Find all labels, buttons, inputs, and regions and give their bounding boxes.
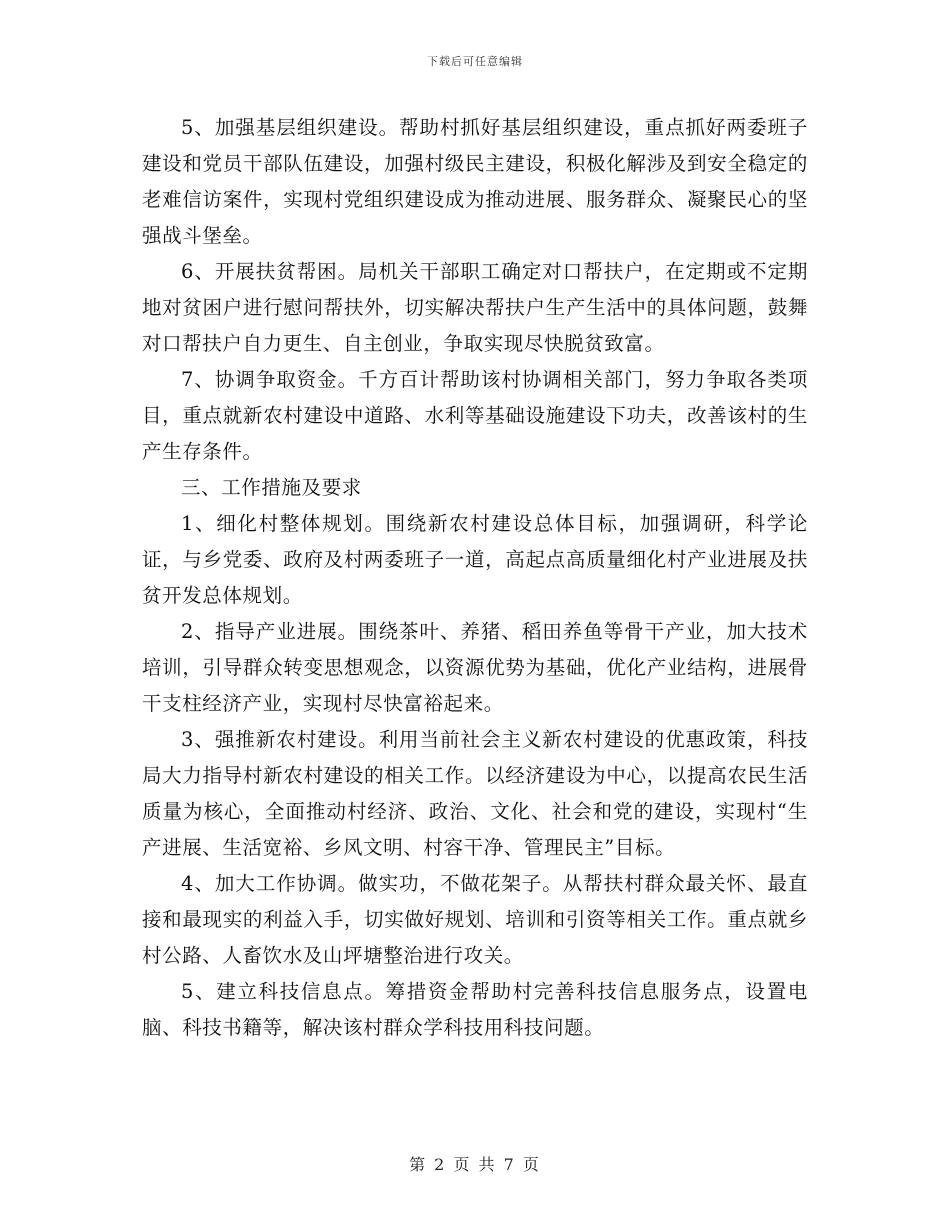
paragraph-tech-info-point: 5、建立科技信息点。筹措资金帮助村完善科技信息服务点，设置电脑、科技书籍等，解决该村群众学科技用科技问题。 — [142, 980, 808, 1039]
paragraph-coordinate-funds: 7、协调争取资金。千方百计帮助该村协调相关部门，努力争取各类项目，重点就新农村建设中道路、水利等基础设施建设下功夫，改善该村的生产生存条件。 — [142, 368, 808, 463]
paragraph-strengthen-grassroots: 5、加强基层组织建设。帮助村抓好基层组织建设，重点抓好两委班子建设和党员干部队伍建设，加强村级民主建设，积极化解涉及到安全稳定的老难信访案件，实现村党组织建设成为推动进展、服务群众、凝聚民心的坚强战斗堡垒。 — [142, 116, 808, 247]
page-number: 第 2 页 共 7 页 — [409, 1155, 541, 1174]
paragraph-poverty-relief: 6、开展扶贫帮困。局机关干部职工确定对口帮扶户，在定期或不定期地对贫困户进行慰问帮扶外，切实解决帮扶户生产生活中的具体问题，鼓舞对口帮扶户自力更生、自主创业，争取实现尽快脱贫致富。 — [142, 260, 808, 355]
paragraph-work-coordination: 4、加大工作协调。做实功，不做花架子。从帮扶村群众最关怀、最直接和最现实的利益入手，切实做好规划、培训和引资等相关工作。重点就乡村公路、人畜饮水及山坪塘整治进行攻关。 — [142, 872, 808, 967]
paragraph-new-countryside: 3、强推新农村建设。利用当前社会主义新农村建设的优惠政策，科技局大力指导村新农村建设的相关工作。以经济建设为中心，以提高农民生活质量为核心，全面推动村经济、政治、文化、社会和党的建设，实现村“生产进展、生活宽裕、乡风文明、村容干净、管理民主”目标。 — [142, 728, 808, 859]
paragraph-village-planning: 1、细化村整体规划。围绕新农村建设总体目标，加强调研，科学论证，与乡党委、政府及村两委班子一道，高起点高质量细化村产业进展及扶贫开发总体规划。 — [142, 512, 808, 607]
paragraph-industry-guidance: 2、指导产业进展。围绕茶叶、养猪、稻田养鱼等骨干产业，加大技术培训，引导群众转变思想观念，以资源优势为基础，优化产业结构，进展骨干支柱经济产业，实现村尽快富裕起来。 — [142, 620, 808, 715]
page-header-note: 下载后可任意编辑 — [427, 55, 523, 68]
section-heading-measures: 三、工作措施及要求 — [181, 476, 362, 499]
document-body — [142, 110, 808, 1046]
